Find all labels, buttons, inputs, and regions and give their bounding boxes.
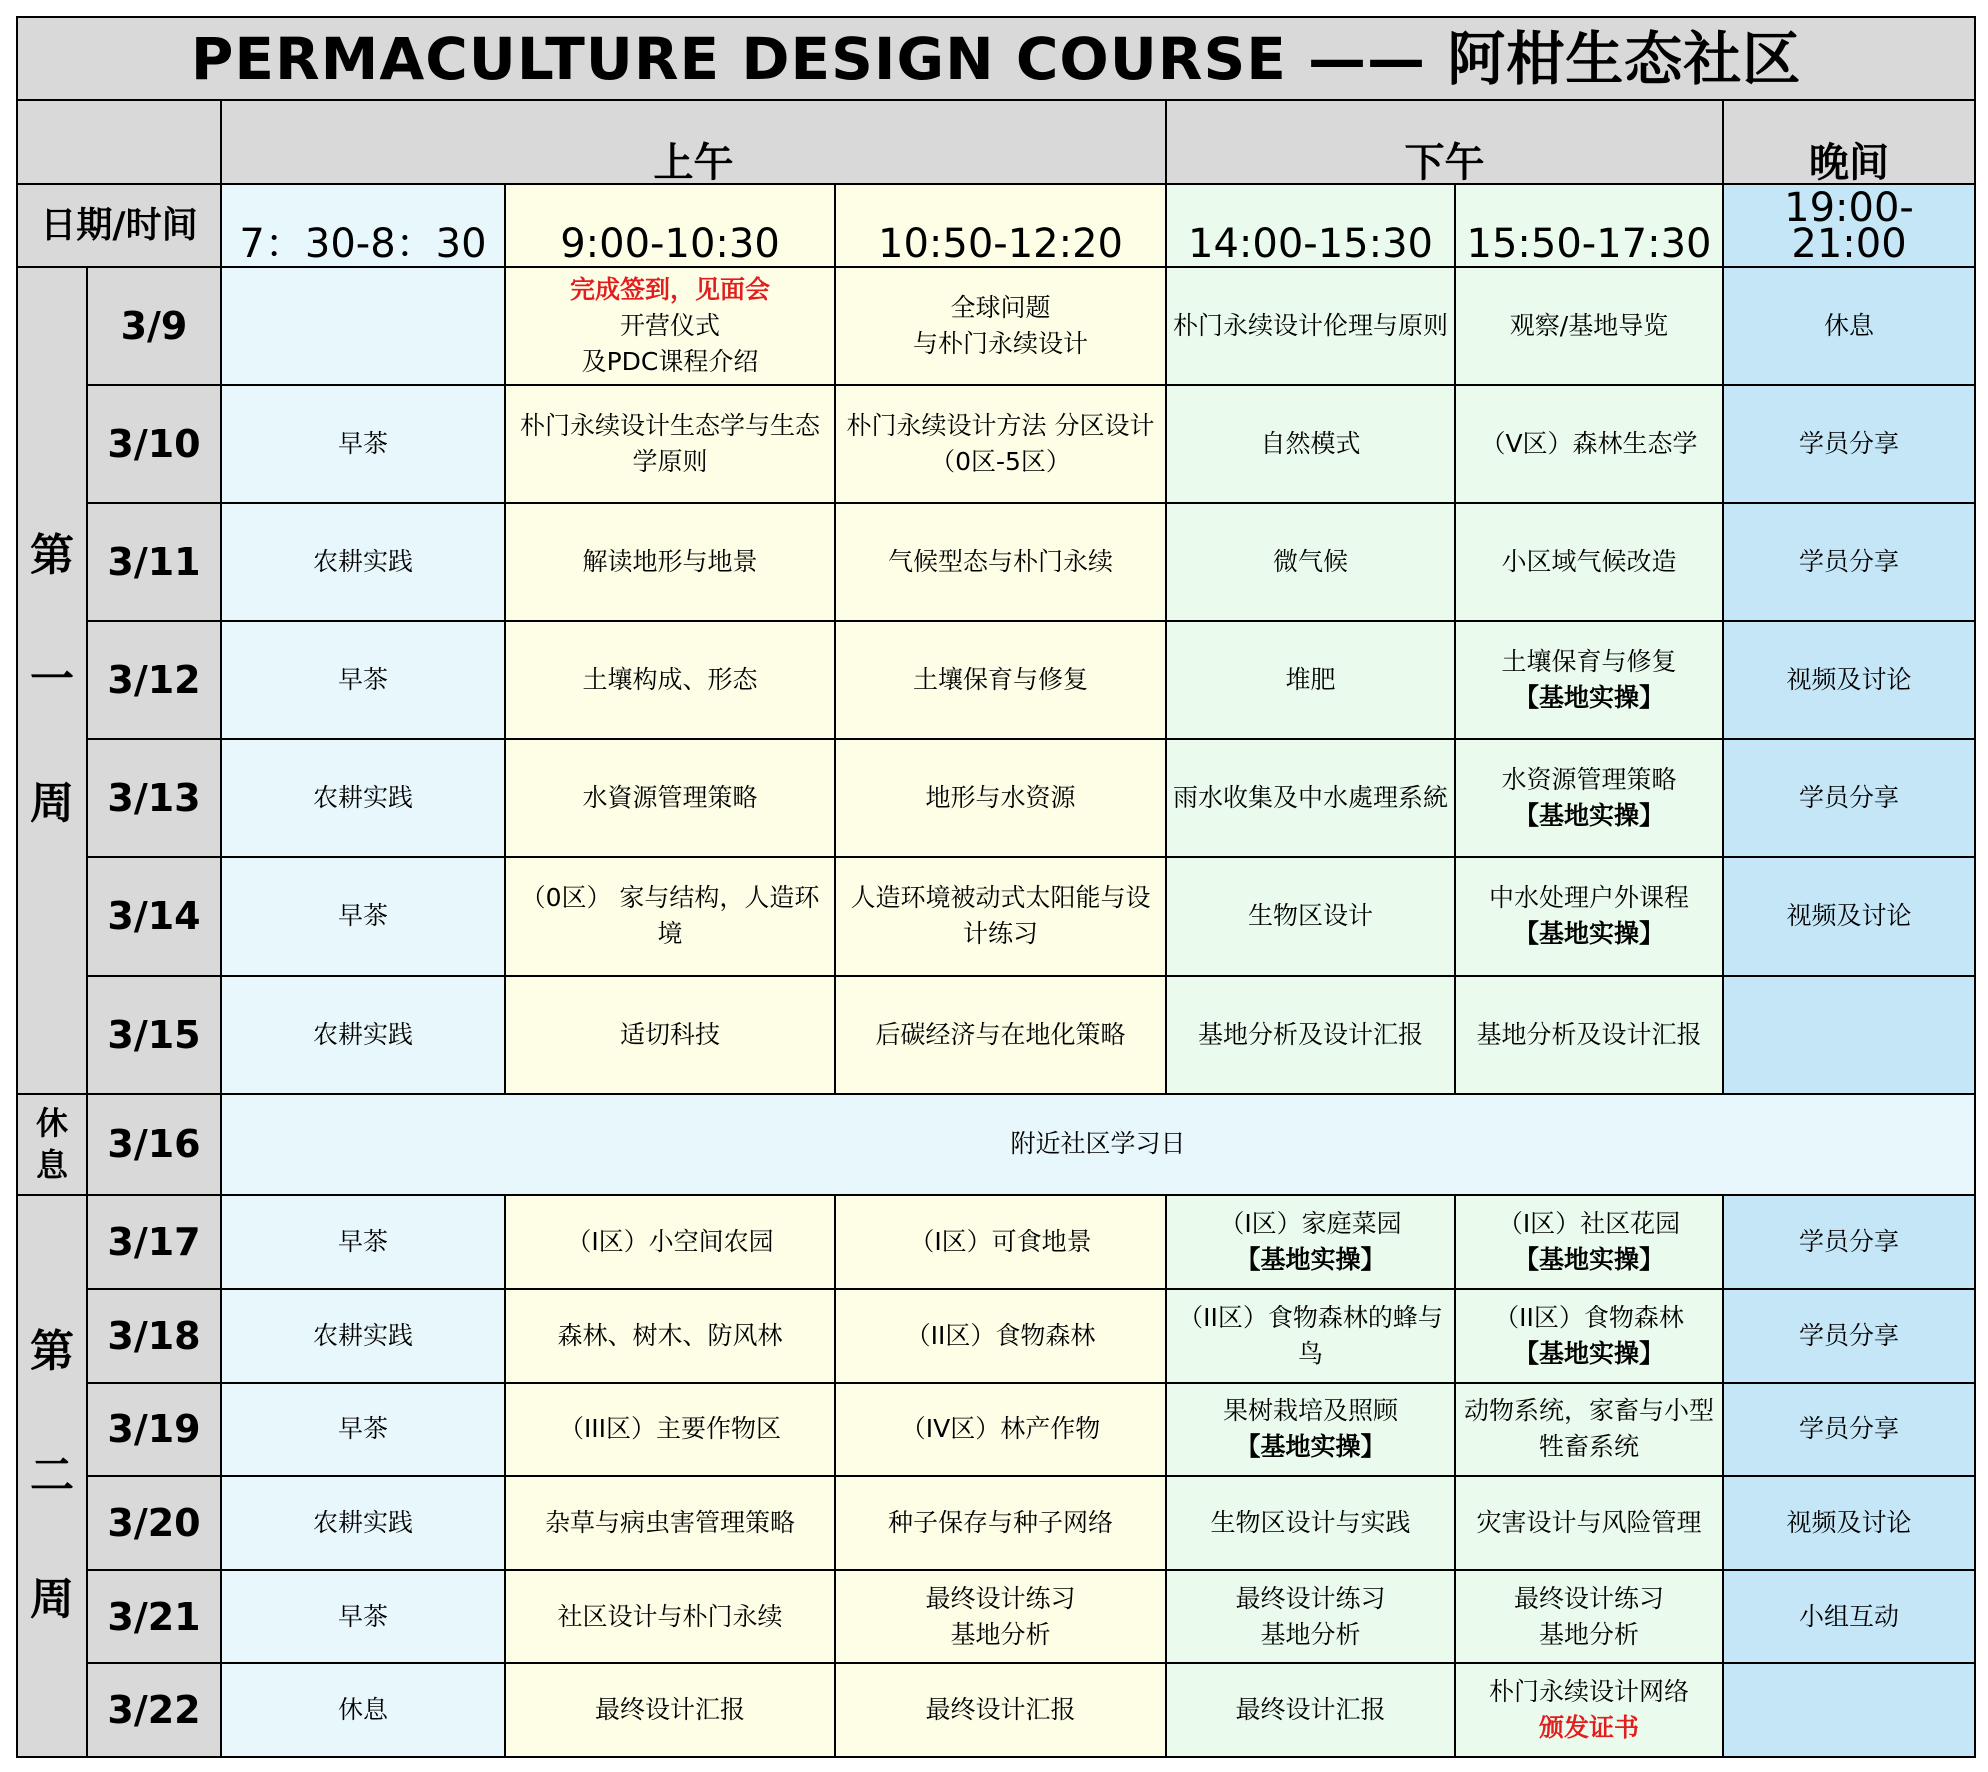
schedule-cell (221, 1289, 505, 1383)
cell-text: （V区）森林生态学 (1480, 429, 1698, 459)
schedule-cell (835, 1195, 1166, 1289)
cell-text: 早茶 (337, 429, 388, 459)
cell-text: 学员分享 (1799, 783, 1900, 813)
schedule-cell (1455, 1289, 1723, 1383)
schedule-cell (835, 385, 1166, 503)
schedule-cell (1723, 857, 1975, 975)
week1-label: 第 一 周 (17, 267, 87, 1093)
cell-text: （ⅠⅠ区）食物森林 (1494, 1302, 1684, 1332)
cell-text: 农耕实践 (312, 1507, 413, 1537)
cell-text: 学员分享 (1799, 1414, 1900, 1444)
cell-text: （0区） 家与结构，人造环境 (520, 883, 820, 949)
date-cell: 3/22 (87, 1663, 221, 1757)
cell-text: 农耕实践 (312, 547, 413, 577)
cell-text: 果树栽培及照顾 (1222, 1396, 1398, 1426)
page-title: PERMACULTURE DESIGN COURSE —— 阿柑生态社区 (17, 17, 1975, 100)
schedule-cell (1166, 385, 1455, 503)
cell-text: 气候型态与朴门永续 (887, 547, 1113, 577)
cell-text: 后碳经济与在地化策略 (875, 1019, 1126, 1049)
date-cell: 3/16 (87, 1094, 221, 1196)
schedule-cell (1455, 267, 1723, 385)
cell-text: 学员分享 (1799, 547, 1900, 577)
schedule-cell (505, 1195, 835, 1289)
schedule-cell (1455, 1570, 1723, 1664)
schedule-cell (505, 267, 835, 385)
schedule-cell (505, 385, 835, 503)
schedule-cell (1166, 857, 1455, 975)
schedule-cell (221, 1570, 505, 1664)
schedule-cell (1723, 976, 1975, 1094)
schedule-cell (1723, 1663, 1975, 1757)
schedule-cell (221, 739, 505, 857)
cell-text: 早茶 (337, 1227, 388, 1257)
schedule-cell (835, 857, 1166, 975)
highlight-text: 颁发证书 (1538, 1713, 1639, 1743)
cell-text: 视频及讨论 (1786, 901, 1912, 931)
cell-text: 生物区设计 (1247, 901, 1373, 931)
period-evening: 晚间 (1723, 100, 1975, 183)
cell-text: 生物区设计与实践 (1210, 1507, 1411, 1537)
cell-text: 灾害设计与风险管理 (1476, 1507, 1702, 1537)
cell-text: 中水处理户外课程 (1488, 883, 1689, 913)
schedule-cell (1723, 1289, 1975, 1383)
period-morning: 上午 (221, 100, 1166, 183)
cell-text: （I区）社区花园 (1497, 1209, 1681, 1239)
practice-tag: 【基地实操】 (1513, 1338, 1664, 1368)
cell-text: （I区）可食地景 (909, 1227, 1092, 1257)
cell-text: 动物系统，家畜与小型牲畜系统 (1463, 1396, 1714, 1462)
schedule-cell (835, 621, 1166, 739)
schedule-cell (1166, 1570, 1455, 1664)
cell-text: 基地分析及设计汇报 (1476, 1019, 1702, 1049)
cell-text: 农耕实践 (312, 1019, 413, 1049)
cell-text: 基地分析及设计汇报 (1197, 1019, 1423, 1049)
schedule-cell (1723, 503, 1975, 621)
date-cell: 3/20 (87, 1476, 221, 1570)
schedule-cell (835, 1663, 1166, 1757)
cell-text: 观察/基地导览 (1509, 311, 1669, 341)
schedule-cell (221, 385, 505, 503)
cell-text: 雨水收集及中水處理系統 (1173, 783, 1449, 813)
schedule-cell (1166, 503, 1455, 621)
cell-text: 休息 (1824, 311, 1875, 341)
schedule-cell (1455, 621, 1723, 739)
schedule-cell (1455, 857, 1723, 975)
date-cell: 3/19 (87, 1383, 221, 1477)
schedule-cell (1723, 267, 1975, 385)
schedule-cell (1455, 1663, 1723, 1757)
cell-text: 微气候 (1272, 547, 1348, 577)
cell-text: 社区设计与朴门永续 (557, 1601, 783, 1631)
date-time-label: 日期/时间 (17, 184, 221, 267)
schedule-cell (835, 267, 1166, 385)
schedule-cell (1166, 621, 1455, 739)
schedule-cell (835, 739, 1166, 857)
time-slot: 9:00-10:30 (505, 184, 835, 267)
schedule-cell (1455, 503, 1723, 621)
cell-text: 及PDC课程介绍 (581, 347, 759, 377)
time-slot: 19:00-21:00 (1723, 184, 1975, 267)
date-cell: 3/11 (87, 503, 221, 621)
schedule-cell (1723, 1476, 1975, 1570)
cell-text: 基地分析 (1260, 1619, 1361, 1649)
cell-text: 朴门永续设计伦理与原则 (1173, 311, 1449, 341)
cell-text: 最终设计练习 (1235, 1583, 1386, 1613)
schedule-cell (505, 503, 835, 621)
schedule-cell (505, 1663, 835, 1757)
cell-text: 学员分享 (1799, 1320, 1900, 1350)
schedule-cell (1166, 1663, 1455, 1757)
schedule-cell (1723, 1195, 1975, 1289)
schedule-cell (505, 976, 835, 1094)
cell-text: 早茶 (337, 665, 388, 695)
cell-text: 朴门永续设计方法 分区设计（0区-5区） (846, 411, 1155, 477)
date-cell: 3/17 (87, 1195, 221, 1289)
time-slot: 10:50-12:20 (835, 184, 1166, 267)
schedule-cell (1455, 739, 1723, 857)
schedule-table (16, 16, 1976, 1758)
period-afternoon: 下午 (1166, 100, 1723, 183)
cell-text: 视频及讨论 (1786, 1507, 1912, 1537)
schedule-cell (835, 503, 1166, 621)
cell-text: 种子保存与种子网络 (887, 1507, 1113, 1537)
schedule-cell (1166, 976, 1455, 1094)
cell-text: 土壤保育与修复 (912, 665, 1088, 695)
schedule-cell (1723, 1570, 1975, 1664)
schedule-cell (835, 1383, 1166, 1477)
cell-text: 森林、树木、防风林 (557, 1320, 783, 1350)
header-corner (17, 100, 221, 183)
cell-text: 基地分析 (950, 1619, 1051, 1649)
time-slot: 7：30-8：30 (221, 184, 505, 267)
cell-text: 水資源管理策略 (582, 783, 758, 813)
cell-text: 早茶 (337, 1601, 388, 1631)
schedule-cell (221, 621, 505, 739)
practice-tag: 【基地实操】 (1513, 683, 1664, 713)
cell-text: 休息 (337, 1695, 388, 1725)
cell-text: 最终设计练习 (1513, 1583, 1664, 1613)
practice-tag: 【基地实操】 (1513, 801, 1664, 831)
cell-text: 水资源管理策略 (1501, 765, 1677, 795)
schedule-cell (835, 1570, 1166, 1664)
rest-label: 休 息 (17, 1094, 87, 1196)
cell-text: 土壤构成、形态 (582, 665, 758, 695)
cell-text: 解读地形与地景 (582, 547, 758, 577)
schedule-cell (1723, 1383, 1975, 1477)
schedule-cell (505, 857, 835, 975)
date-cell: 3/9 (87, 267, 221, 385)
practice-tag: 【基地实操】 (1513, 919, 1664, 949)
schedule-cell (1455, 1195, 1723, 1289)
cell-text: 朴门永续设计生态学与生态学原则 (519, 411, 820, 477)
cell-text: （ⅠⅠ区）食物森林 (905, 1320, 1096, 1350)
cell-text: 最终设计汇报 (925, 1695, 1076, 1725)
cell-text: 学员分享 (1799, 429, 1900, 459)
schedule-cell (1166, 739, 1455, 857)
schedule-cell (1166, 267, 1455, 385)
date-cell: 3/10 (87, 385, 221, 503)
schedule-cell (835, 976, 1166, 1094)
cell-text: （I区）家庭菜园 (1219, 1209, 1402, 1239)
schedule-cell (1455, 1383, 1723, 1477)
cell-text: 地形与水资源 (925, 783, 1076, 813)
schedule-cell (835, 1289, 1166, 1383)
schedule-cell (221, 857, 505, 975)
schedule-cell (221, 1195, 505, 1289)
cell-text: 朴门永续设计网络 (1488, 1677, 1689, 1707)
cell-text: （IV区）林产作物 (900, 1414, 1101, 1444)
cell-text: 土壤保育与修复 (1501, 647, 1677, 677)
date-cell: 3/13 (87, 739, 221, 857)
schedule-cell (505, 739, 835, 857)
date-cell: 3/18 (87, 1289, 221, 1383)
cell-text: 自然模式 (1260, 429, 1361, 459)
cell-text: 早茶 (337, 901, 388, 931)
week2-label: 第 二 周 (17, 1195, 87, 1757)
schedule-cell (1723, 385, 1975, 503)
cell-text: 基地分析 (1538, 1619, 1639, 1649)
schedule-cell (221, 267, 505, 385)
schedule-cell (505, 1476, 835, 1570)
schedule-cell (221, 503, 505, 621)
schedule-cell (221, 1383, 505, 1477)
cell-text: 堆肥 (1285, 665, 1336, 695)
schedule-cell (1723, 739, 1975, 857)
schedule-cell (1455, 976, 1723, 1094)
rest-day-activity: 附近社区学习日 (221, 1094, 1975, 1196)
cell-text: 农耕实践 (312, 783, 413, 813)
date-cell: 3/14 (87, 857, 221, 975)
cell-text: 人造环境被动式太阳能与设计练习 (850, 883, 1151, 949)
schedule-cell (1455, 385, 1723, 503)
date-cell: 3/21 (87, 1570, 221, 1664)
schedule-cell (221, 1663, 505, 1757)
time-slot: 14:00-15:30 (1166, 184, 1455, 267)
practice-tag: 【基地实操】 (1235, 1245, 1386, 1275)
cell-text: 学员分享 (1799, 1227, 1900, 1257)
cell-text: （ⅠⅠ区）食物森林的蜂与鸟 (1178, 1302, 1443, 1368)
cell-text: 农耕实践 (312, 1320, 413, 1350)
cell-text: 全球问题 (950, 293, 1051, 323)
cell-text: 早茶 (337, 1414, 388, 1444)
cell-text: 最终设计汇报 (1235, 1695, 1386, 1725)
schedule-cell (1166, 1195, 1455, 1289)
schedule-cell (835, 1476, 1166, 1570)
practice-tag: 【基地实操】 (1235, 1432, 1386, 1462)
time-slot: 15:50-17:30 (1455, 184, 1723, 267)
schedule-cell (1166, 1289, 1455, 1383)
schedule-cell (505, 1383, 835, 1477)
schedule-cell (1723, 621, 1975, 739)
practice-tag: 【基地实操】 (1513, 1245, 1664, 1275)
cell-text: 最终设计练习 (925, 1583, 1076, 1613)
schedule-cell (221, 1476, 505, 1570)
date-cell: 3/15 (87, 976, 221, 1094)
cell-text: 适切科技 (619, 1019, 720, 1049)
cell-text: 小区域气候改造 (1501, 547, 1677, 577)
cell-text: （I区）小空间农园 (566, 1227, 774, 1257)
highlight-text: 完成签到，见面会 (569, 275, 770, 305)
schedule-cell (221, 976, 505, 1094)
cell-text: 杂草与病虫害管理策略 (544, 1507, 795, 1537)
schedule-cell (505, 621, 835, 739)
schedule-cell (505, 1289, 835, 1383)
schedule-cell (1166, 1476, 1455, 1570)
date-cell: 3/12 (87, 621, 221, 739)
schedule-cell (505, 1570, 835, 1664)
cell-text: 视频及讨论 (1786, 665, 1912, 695)
cell-text: 开营仪式 (619, 311, 720, 341)
cell-text: 与朴门永续设计 (912, 329, 1088, 359)
cell-text: （III区）主要作物区 (558, 1414, 782, 1444)
schedule-cell (1455, 1476, 1723, 1570)
cell-text: 最终设计汇报 (594, 1695, 745, 1725)
cell-text: 小组互动 (1799, 1601, 1900, 1631)
schedule-cell (1166, 1383, 1455, 1477)
